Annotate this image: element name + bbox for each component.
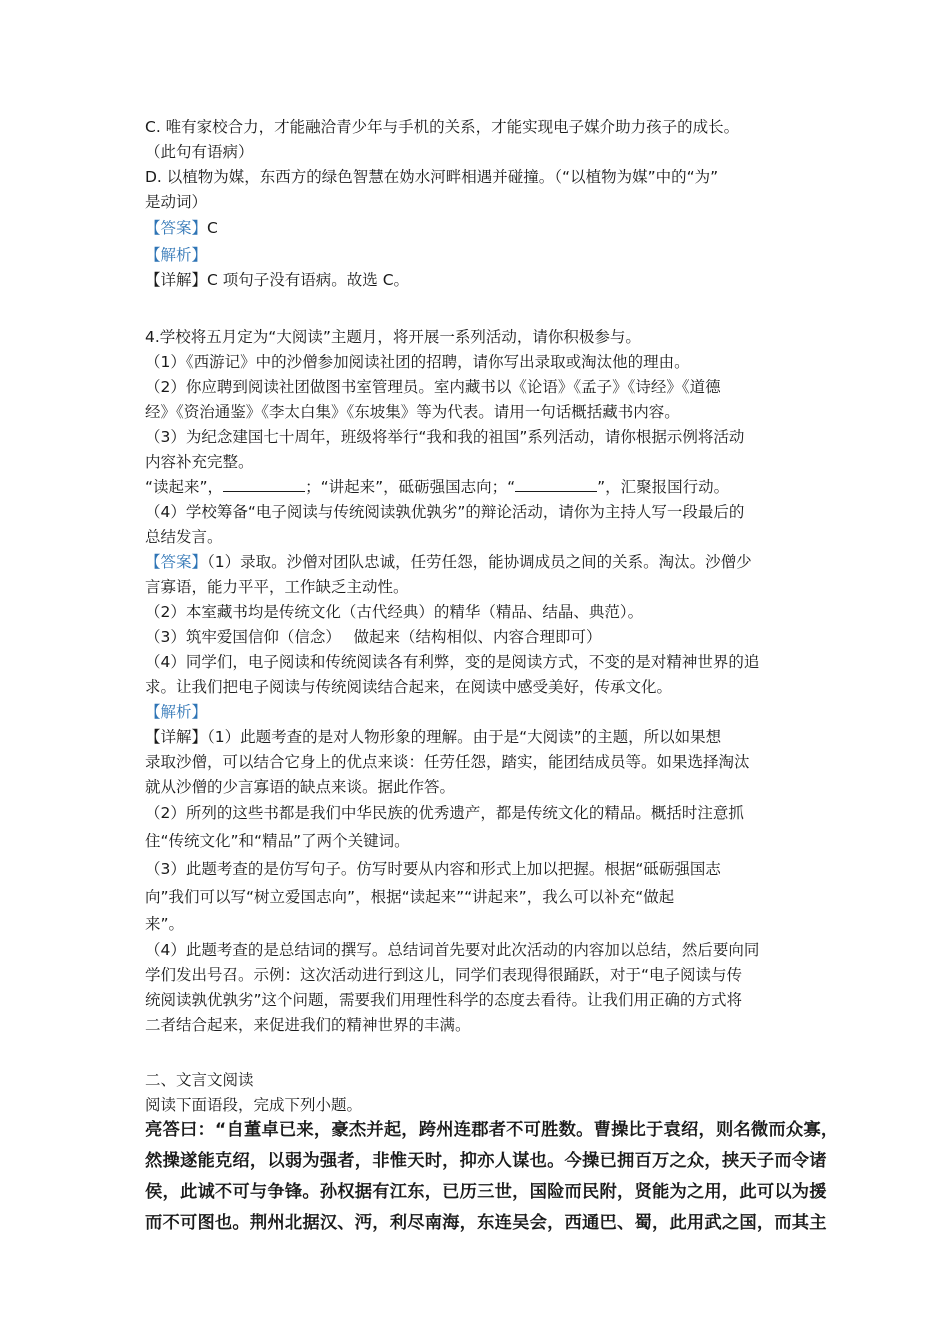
- q4-answer-4b: 求。让我们把电子阅读与传统阅读结合起来，在阅读中感受美好，传承文化。: [145, 678, 673, 696]
- q4-detail-4a: （4）此题考查的是总结词的撰写。总结词首先要对此次活动的内容加以总结，然后要向同: [145, 941, 760, 959]
- classical-text-line-1: 亮答曰：“自董卓已来，豪杰并起，跨州连郡者不可胜数。曹操比于袁绍，则名微而众寡，: [145, 1120, 839, 1140]
- q4-detail-4b: 学们发出号召。示例：这次活动进行到这儿，同学们表现得很踊跃，对于“电子阅读与传: [145, 966, 743, 984]
- q4-answer-3: （3）筑牢爱国信仰（信念） 做起来（结构相似、内容合理即可）: [145, 628, 602, 646]
- q4-detail-4c: 统阅读孰优孰劣”这个问题，需要我们用理性科学的态度去看待。让我们用正确的方式将: [145, 991, 743, 1009]
- analysis-tag: 【解析】: [145, 246, 208, 264]
- option-c-line-1: C. 唯有家校合力，才能融洽青少年与手机的关系，才能实现电子媒介助力孩子的成长。: [145, 118, 740, 136]
- q4-answer-4a: （4）同学们，电子阅读和传统阅读各有利弊，变的是阅读方式，不变的是对精神世界的追: [145, 653, 760, 671]
- question-4-stem: 4.学校将五月定为“大阅读”主题月，将开展一系列活动，请你积极参与。: [145, 328, 641, 346]
- blank-1: [223, 478, 305, 492]
- q4-analysis-tag: 【解析】: [145, 703, 208, 721]
- q4-detail-1c: 就从沙僧的少言寡语的缺点来谈。据此作答。: [145, 778, 456, 796]
- blank-2: [515, 478, 597, 492]
- q4-detail-2b: 住“传统文化”和“精品”了两个关键词。: [145, 832, 410, 850]
- fill-part-2: ；“讲起来”，砥砺强国志向；“: [305, 478, 516, 496]
- q4-detail-3c: 来”。: [145, 915, 185, 933]
- option-d-line-2: 是动词）: [145, 193, 208, 211]
- detail-text: C 项句子没有语病。故选 C。: [207, 271, 410, 289]
- q4-answer-tag: 【答案】: [145, 553, 208, 571]
- sub-question-2-line-2: 经》《资治通鉴》《李太白集》《东坡集》等为代表。请用一句话概括藏书内容。: [145, 403, 680, 421]
- sub-question-3-line-2: 内容补充完整。: [145, 453, 254, 471]
- fill-part-3: ”，汇聚报国行动。: [597, 478, 730, 496]
- answer-tag: 【答案】: [145, 219, 208, 237]
- answer-text: C: [207, 219, 218, 237]
- detail-line: [145, 270, 409, 290]
- sub-question-2-line-1: （2）你应聘到阅读社团做图书室管理员。室内藏书以《论语》《孟子》《诗经》《道德: [145, 378, 721, 396]
- detail-tag: 【详解】: [145, 271, 208, 289]
- classical-text-line-2: 然操遂能克绍，以弱为强者，非惟天时，抑亦人谋也。今操已拥百万之众，挟天子而令诸: [145, 1151, 827, 1171]
- sub-question-4-line-1: （4）学校筹备“电子阅读与传统阅读孰优孰劣”的辩论活动，请你为主持人写一段最后的: [145, 503, 745, 521]
- section-instruction: 阅读下面语段，完成下列小题。: [145, 1096, 363, 1114]
- q4-detail-1b: 录取沙僧，可以结合它身上的优点来谈：任劳任怨，踏实，能团结成员等。如果选择淘汰: [145, 753, 750, 771]
- q4-answer-1a: （1）录取。沙僧对团队忠诚，任劳任怨，能协调成员之间的关系。淘汰。沙僧少: [207, 553, 752, 571]
- q4-answer-line-1: [145, 552, 752, 572]
- q4-detail-2a: （2）所列的这些书都是我们中华民族的优秀遗产，都是传统文化的精品。概括时注意抓: [145, 804, 744, 822]
- classical-text-line-4: 而不可图也。荆州北据汉、沔，利尽南海，东连吴会，西通巴、蜀，此用武之国，而其主: [145, 1213, 827, 1233]
- q4-detail-3b: 向”我们可以写“树立爱国志向”，根据“读起来”“讲起来”，我么可以补充“做起: [145, 888, 675, 906]
- q4-detail-1a: 【详解】（1）此题考查的是对人物形象的理解。由于是“大阅读”的主题，所以如果想: [145, 728, 722, 746]
- sub-question-4-line-2: 总结发言。: [145, 528, 223, 546]
- classical-text-line-3: 侯，此诚不可与争锋。孙权据有江东，已历三世，国险而民附，贤能为之用，此可以为援: [145, 1182, 827, 1202]
- fill-blank-line: [145, 477, 729, 497]
- fill-part-1: “读起来”，: [145, 478, 224, 496]
- q4-answer-1b: 言寡语，能力平平，工作缺乏主动性。: [145, 578, 409, 596]
- q4-detail-4d: 二者结合起来，来促进我们的精神世界的丰满。: [145, 1016, 471, 1034]
- option-c-line-2: （此句有语病）: [145, 143, 254, 161]
- answer-line: [145, 218, 218, 238]
- q4-detail-3a: （3）此题考查的是仿写句子。仿写时要从内容和形式上加以把握。根据“砥砺强国志: [145, 860, 721, 878]
- option-d-line-1: D. 以植物为媒，东西方的绿色智慧在妫水河畔相遇并碰撞。（“以植物为媒”中的“为”: [145, 168, 719, 186]
- q4-answer-2: （2）本室藏书均是传统文化（古代经典）的精华（精品、结晶、典范）。: [145, 603, 644, 621]
- sub-question-1: （1）《西游记》中的沙僧参加阅读社团的招聘，请你写出录取或淘汰他的理由。: [145, 353, 690, 371]
- section-heading: 二、文言文阅读: [145, 1071, 254, 1089]
- sub-question-3-line-1: （3）为纪念建国七十周年，班级将举行“我和我的祖国”系列活动，请你根据示例将活动: [145, 428, 745, 446]
